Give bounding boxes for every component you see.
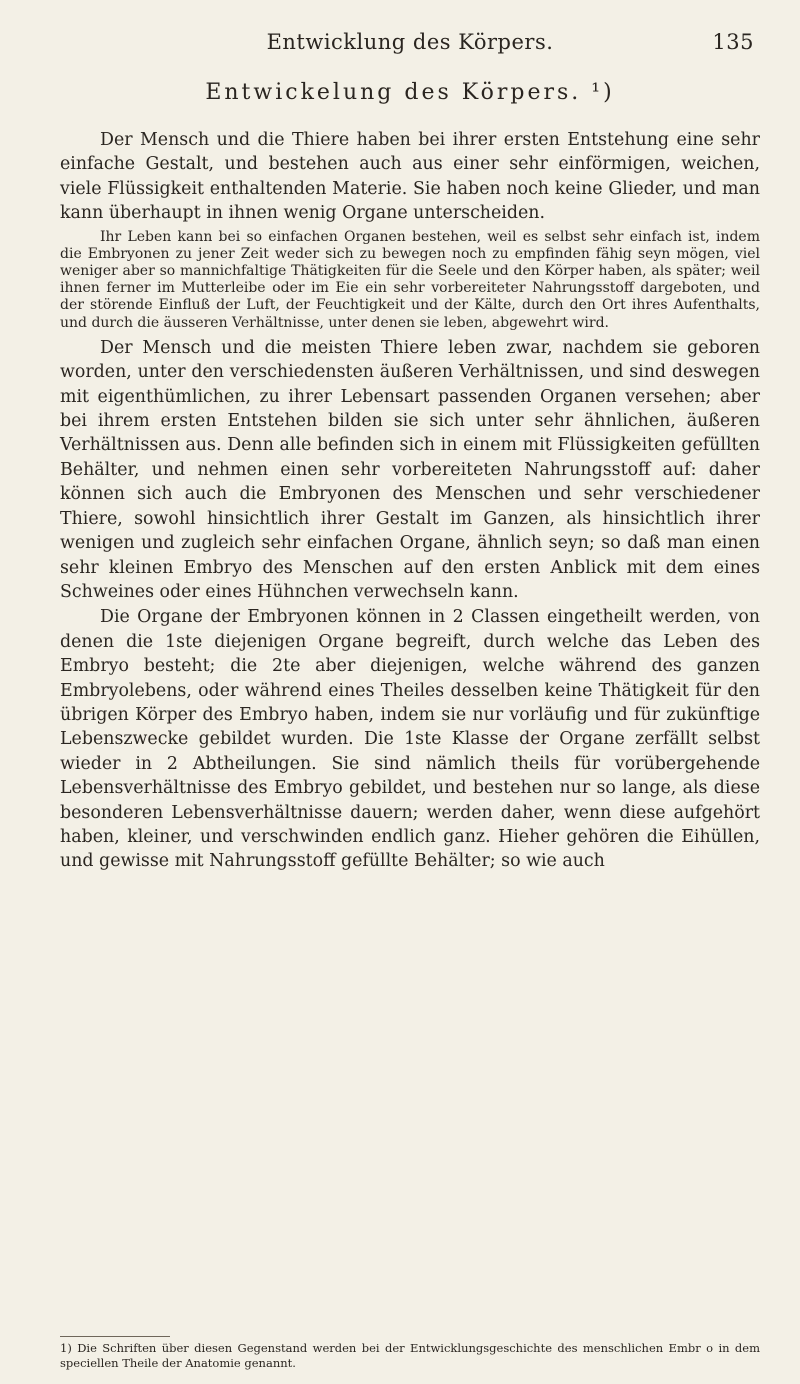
running-head-title: Entwicklung des Körpers. (266, 30, 554, 54)
body-text (60, 128, 760, 874)
paragraph: Die Organe der Embryonen können in 2 Classen eingetheilt werden, von denen die 1ste diejenigen Organe begreift, durch welche das Leben des Embryo besteht; die 2te aber diejenigen, welche während des ganzen Embryolebens, oder während eines Theiles desselben keine Thätigkeit für den übrigen Körper des Embryo haben, indem sie nur vorläufig und für zukünftige Lebenszwecke gebildet wurden. Die 1ste Klasse der Organe zerfällt selbst wieder in 2 Abtheilungen. Sie sind nämlich theils für vorübergehende Lebensverhältnisse des Embryo gebildet, und bestehen nur so lange, als diese besonderen Lebensverhältnisse dauern; werden daher, wenn diese aufgehört haben, kleiner, und verschwinden endlich ganz. Hieher gehören die Eihüllen, und gewisse mit Nahrungsstoff gefüllte Behälter; so wie auch (60, 607, 760, 872)
paragraph-small-print: Ihr Leben kann bei so einfachen Organen bestehen, weil es selbst sehr einfach ist, indem die Embryonen zu jener Zeit weder sich zu bewegen noch zu empfinden fähig seyn mögen, viel weniger aber so mannichfaltige Thätigkeiten für die Seele und den Körper haben, als später; weil ihnen ferner im Mutterleibe oder im Eie ein sehr vorbereiteter Nahrungsstoff dargeboten, und der störende Einfluß der Luft, der Feuchtigkeit und der Kälte, durch den Ort ihres Aufenthalts, und durch die äusseren Verhältnisse, unter denen sie leben, abgewehrt wird. (60, 228, 760, 331)
footnote-divider (60, 1336, 170, 1337)
page-number: 135 (712, 30, 754, 54)
section-heading: Entwickelung des Körpers. ¹) (205, 80, 615, 105)
paragraph: Der Mensch und die meisten Thiere leben zwar, nachdem sie geboren worden, unter den verschiedensten äußeren Verhältnissen, und sind deswegen mit eigenthümlichen, zu ihrer Lebensart passenden Organen versehen; aber bei ihrem ersten Entstehen bilden sie sich unter sehr ähnlichen, äußeren Verhältnissen aus. Denn alle befinden sich in einem mit Flüssigkeiten gefüllten Behälter, und nehmen einen sehr vorbereiteten Nahrungsstoff auf: daher können sich auch die Embryonen des Menschen und sehr verschiedener Thiere, sowohl hinsichtlich ihrer Gestalt im Ganzen, als hinsichtlich ihrer wenigen und zugleich sehr einfachen Organe, ähnlich seyn; so daß man einen sehr kleinen Embryo des Menschen auf den ersten Anblick mit dem eines Schweines oder eines Hühnchen verwechseln kann. (60, 337, 760, 602)
running-head (60, 30, 760, 64)
footnote: 1) Die Schriften über diesen Gegenstand werden bei der Entwicklungsgeschichte des menschlichen Embr o in dem speciellen Theile der Anatomie genannt. (60, 1341, 760, 1370)
paragraph: Der Mensch und die Thiere haben bei ihrer ersten Entstehung eine sehr einfache Gestalt, und bestehen auch aus einer sehr einförmigen, weichen, viele Flüssigkeit enthaltenden Materie. Sie haben noch keine Glieder, und man kann überhaupt in ihnen wenig Organe unterscheiden. (60, 130, 760, 224)
